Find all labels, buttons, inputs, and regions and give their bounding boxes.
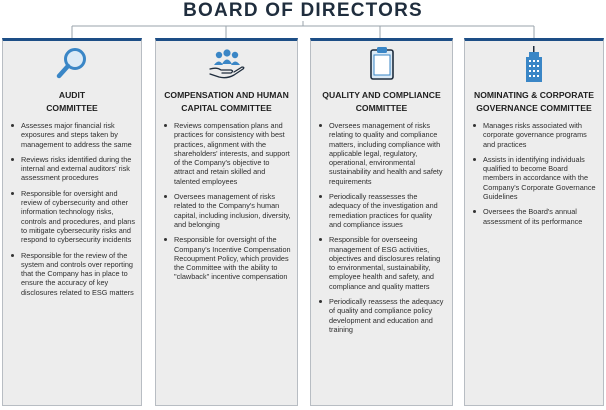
quality-compliance-committee-card <box>310 38 453 406</box>
nominating-governance-committee-card <box>464 38 604 406</box>
page-title: BOARD OF DIRECTORS <box>183 0 423 21</box>
audit-committee-card <box>2 38 142 406</box>
list-item: Responsible for oversight and review of cybersecurity and other information technology risks, controls and procedures, and plans to mitigate cybersecurity risks and respond to cybersecurity incidents <box>21 188 135 245</box>
compensation-committee-card <box>155 38 298 406</box>
people-in-hand-icon <box>207 48 247 80</box>
audit-committee-title: AUDIT COMMITTEE <box>46 90 98 113</box>
clipboard-icon <box>369 45 395 81</box>
list-item: Assists in identifying individuals qualified to become Board members in accordance with the Company's Corporate Governance Guidelines <box>483 154 596 202</box>
building-icon <box>522 45 546 83</box>
list-item: Reviews compensation plans and practices for consistency with best practices, alignment with the shareholders' interests, and support of the Company's objective to attract and retain skilled and talented employees <box>174 121 290 186</box>
list-item: Oversees management of risks related to the Company's human capital, including inclusion, diversity, and belonging <box>174 192 291 229</box>
org-chart-connectors <box>0 0 606 40</box>
compensation-committee-list <box>156 121 291 288</box>
list-item: Periodically reassesses the adequacy of the investigation and remediation practices for quality and compliance issues <box>329 192 446 229</box>
list-item: Reviews risks identified during the internal and external auditors' risk assessment procedures <box>21 155 135 183</box>
quality-compliance-committee-title: QUALITY AND COMPLIANCE COMMITTEE <box>322 90 441 113</box>
list-item: Oversees the Board's annual assessment of its performance <box>483 207 597 226</box>
nominating-governance-committee-title: NOMINATING & CORPORATE GOVERNANCE COMMITTEE <box>474 90 594 113</box>
list-item: Responsible for oversight of the Company's Incentive Compensation Recoupment Policy, which provides the Committee with the ability to "clawback" incentive compensation <box>174 235 291 282</box>
list-item: Responsible for the review of the system and controls over reporting that the Company has in place to ensure the accuracy of key disclosures related to ESG matters <box>21 250 134 297</box>
quality-compliance-committee-list <box>311 121 446 340</box>
list-item: Responsible for overseeing management of ESG activities, objectives and disclosures relating to environmental, sustainability, employee health and safety, and compliance and quality matters <box>329 235 446 291</box>
list-item: Oversees management of risks relating to quality and compliance matters, including compliance with applicable legal, regulatory, operational, environmental sustainability and health and safety requirements <box>329 121 446 186</box>
magnifying-glass-icon <box>55 46 89 82</box>
compensation-committee-title: COMPENSATION AND HUMAN CAPITAL COMMITTEE <box>164 90 289 113</box>
list-item: Manages risks associated with corporate governance programs and practices <box>483 121 597 149</box>
list-item: Periodically reassess the adequacy of quality and compliance policy development and education and training <box>329 297 446 334</box>
nominating-governance-committee-list <box>465 121 597 232</box>
audit-committee-list <box>3 121 135 303</box>
list-item: Assesses major financial risk exposures and steps taken by management to address the same <box>21 121 135 149</box>
